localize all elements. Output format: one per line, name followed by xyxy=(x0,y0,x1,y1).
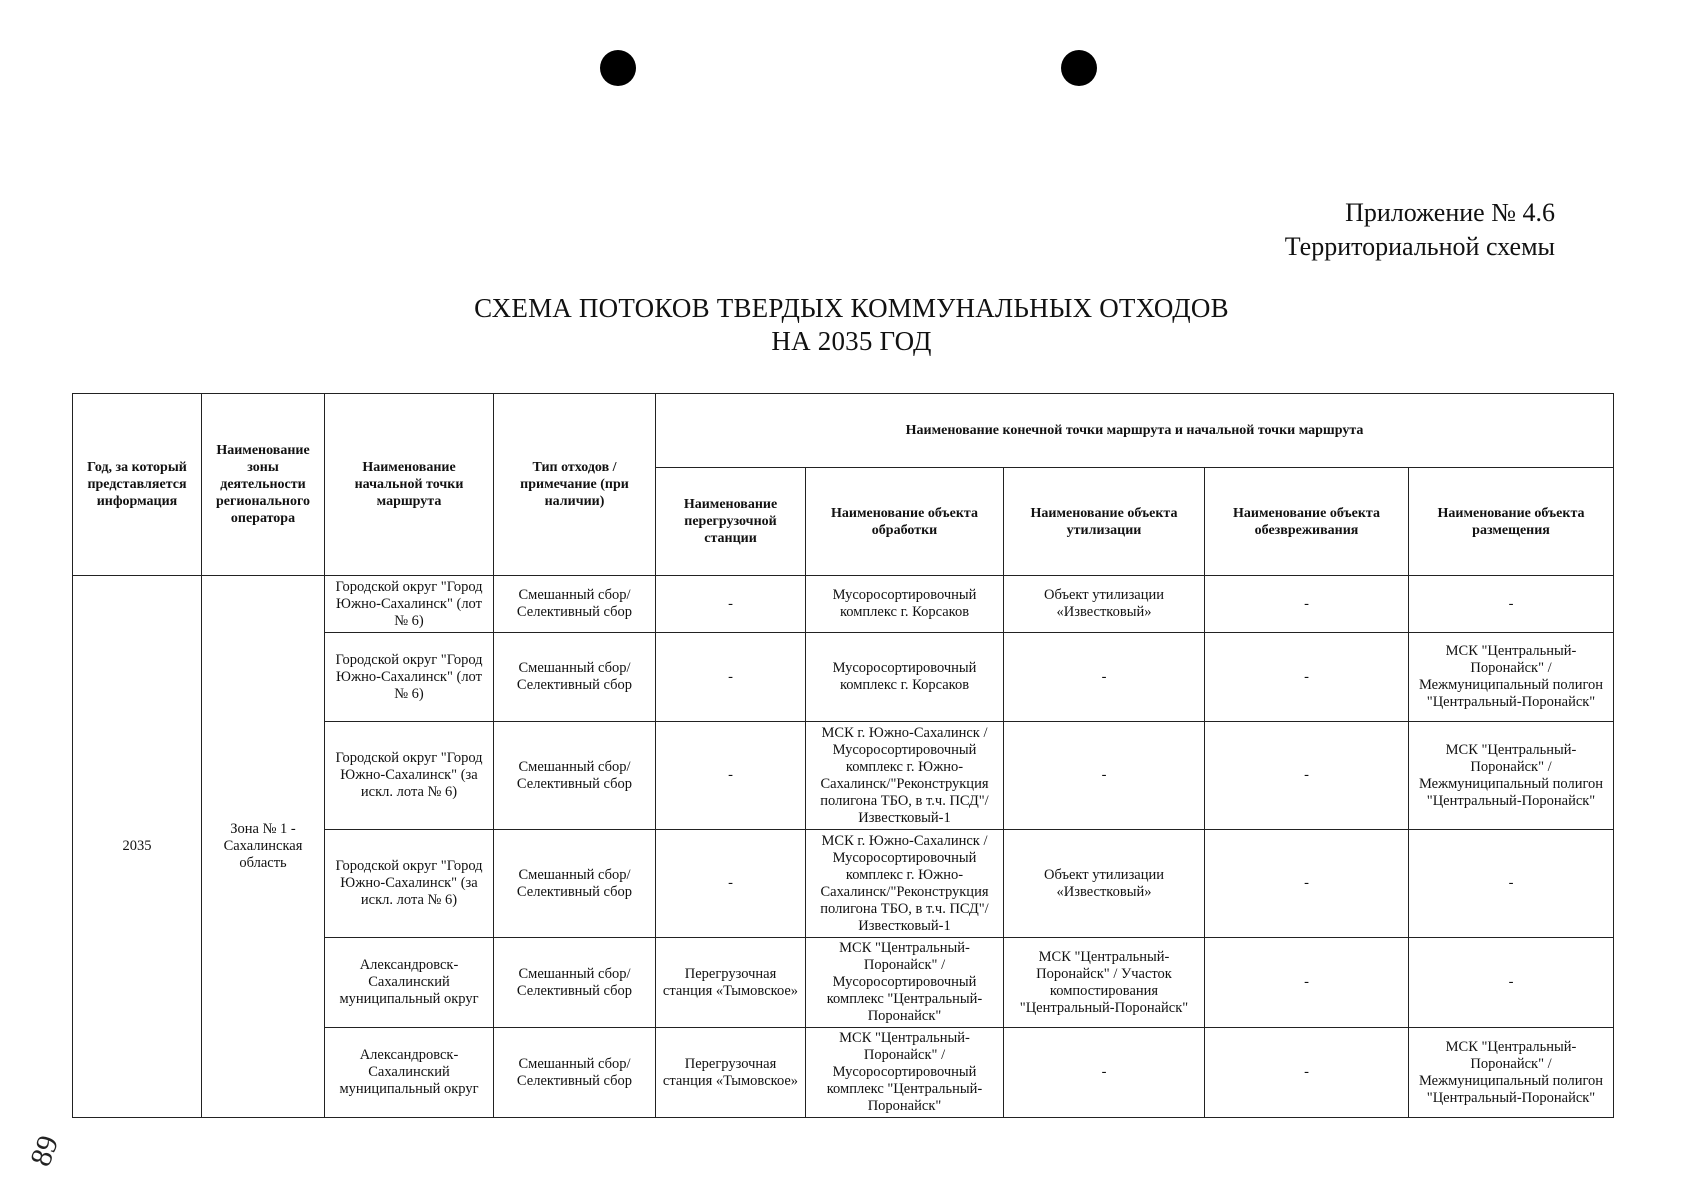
waste-type-cell: Смешанный сбор/ Селективный сбор xyxy=(494,633,656,722)
header-zone: Наименование зоны деятельности регионального оператора xyxy=(202,394,325,576)
transfer-station-cell: - xyxy=(656,576,806,633)
header-placement-object: Наименование объекта размещения xyxy=(1409,468,1614,576)
waste-type-cell: Смешанный сбор/ Селективный сбор xyxy=(494,722,656,830)
waste-type-cell: Смешанный сбор/ Селективный сбор xyxy=(494,576,656,633)
header-waste-type: Тип отходов / примечание (при наличии) xyxy=(494,394,656,576)
processing-object-cell: Мусоросортировочный комплекс г. Корсаков xyxy=(806,633,1004,722)
processing-object-cell: МСК "Центральный-Поронайск" / Мусоросортировочный комплекс "Центральный-Поронайск" xyxy=(806,1028,1004,1118)
processing-object-cell: МСК "Центральный-Поронайск" / Мусоросортировочный комплекс "Центральный-Поронайск" xyxy=(806,938,1004,1028)
header-end-point-group: Наименование конечной точки маршрута и начальной точки маршрута xyxy=(656,394,1614,468)
start-point-cell: Александровск-Сахалинский муниципальный округ xyxy=(325,1028,494,1118)
appendix-line-1: Приложение № 4.6 xyxy=(1345,198,1555,227)
header-transfer-station: Наименование перегрузочной станции xyxy=(656,468,806,576)
document-title xyxy=(0,292,1703,358)
transfer-station-cell: - xyxy=(656,830,806,938)
utilization-object-cell: - xyxy=(1004,633,1205,722)
start-point-cell: Городской округ "Город Южно-Сахалинск" (лот № 6) xyxy=(325,576,494,633)
neutralization-object-cell: - xyxy=(1205,576,1409,633)
transfer-station-cell: - xyxy=(656,633,806,722)
transfer-station-cell: Перегрузочная станция «Тымовское» xyxy=(656,938,806,1028)
processing-object-cell: Мусоросортировочный комплекс г. Корсаков xyxy=(806,576,1004,633)
year-cell: 2035 xyxy=(73,576,202,1118)
placement-object-cell: - xyxy=(1409,576,1614,633)
utilization-object-cell: - xyxy=(1004,1028,1205,1118)
neutralization-object-cell: - xyxy=(1205,938,1409,1028)
start-point-cell: Городской округ "Город Южно-Сахалинск" (за искл. лота № 6) xyxy=(325,830,494,938)
zone-cell: Зона № 1 - Сахалинская область xyxy=(202,576,325,1118)
document-title-line-1: СХЕМА ПОТОКОВ ТВЕРДЫХ КОММУНАЛЬНЫХ ОТХОДОВ xyxy=(474,293,1229,323)
neutralization-object-cell: - xyxy=(1205,1028,1409,1118)
placement-object-cell: - xyxy=(1409,938,1614,1028)
placement-object-cell: МСК "Центральный-Поронайск" / Межмуниципальный полигон "Центральный-Поронайск" xyxy=(1409,633,1614,722)
utilization-object-cell: - xyxy=(1004,722,1205,830)
waste-type-cell: Смешанный сбор/ Селективный сбор xyxy=(494,1028,656,1118)
waste-type-cell: Смешанный сбор/ Селективный сбор xyxy=(494,830,656,938)
start-point-cell: Городской округ "Город Южно-Сахалинск" (лот № 6) xyxy=(325,633,494,722)
appendix-label xyxy=(1285,196,1555,264)
header-processing-object: Наименование объекта обработки xyxy=(806,468,1004,576)
utilization-object-cell: Объект утилизации «Известковый» xyxy=(1004,830,1205,938)
processing-object-cell: МСК г. Южно-Сахалинск / Мусоросортировочный комплекс г. Южно-Сахалинск/"Реконструкция полигона ТБО, в т.ч. ПСД"/Известковый-1 xyxy=(806,722,1004,830)
table-row xyxy=(73,576,1614,633)
processing-object-cell: МСК г. Южно-Сахалинск / Мусоросортировочный комплекс г. Южно-Сахалинск/"Реконструкция полигона ТБО, в т.ч. ПСД"/Известковый-1 xyxy=(806,830,1004,938)
header-year: Год, за который представляется информация xyxy=(73,394,202,576)
utilization-object-cell: Объект утилизации «Известковый» xyxy=(1004,576,1205,633)
waste-flow-table xyxy=(72,393,1614,1118)
header-utilization-object: Наименование объекта утилизации xyxy=(1004,468,1205,576)
document-title-line-2: НА 2035 ГОД xyxy=(771,326,932,356)
transfer-station-cell: Перегрузочная станция «Тымовское» xyxy=(656,1028,806,1118)
punch-hole-left xyxy=(600,50,636,86)
neutralization-object-cell: - xyxy=(1205,633,1409,722)
placement-object-cell: - xyxy=(1409,830,1614,938)
header-neutralization-object: Наименование объекта обезвреживания xyxy=(1205,468,1409,576)
waste-type-cell: Смешанный сбор/ Селективный сбор xyxy=(494,938,656,1028)
page-number: 89 xyxy=(23,1131,66,1171)
transfer-station-cell: - xyxy=(656,722,806,830)
start-point-cell: Городской округ "Город Южно-Сахалинск" (за искл. лота № 6) xyxy=(325,722,494,830)
header-start-point: Наименование начальной точки маршрута xyxy=(325,394,494,576)
placement-object-cell: МСК "Центральный-Поронайск" / Межмуниципальный полигон "Центральный-Поронайск" xyxy=(1409,1028,1614,1118)
appendix-line-2: Территориальной схемы xyxy=(1284,232,1555,261)
neutralization-object-cell: - xyxy=(1205,722,1409,830)
utilization-object-cell: МСК "Центральный-Поронайск" / Участок компостирования "Центральный-Поронайск" xyxy=(1004,938,1205,1028)
placement-object-cell: МСК "Центральный-Поронайск" / Межмуниципальный полигон "Центральный-Поронайск" xyxy=(1409,722,1614,830)
neutralization-object-cell: - xyxy=(1205,830,1409,938)
punch-hole-right xyxy=(1061,50,1097,86)
start-point-cell: Александровск-Сахалинский муниципальный округ xyxy=(325,938,494,1028)
